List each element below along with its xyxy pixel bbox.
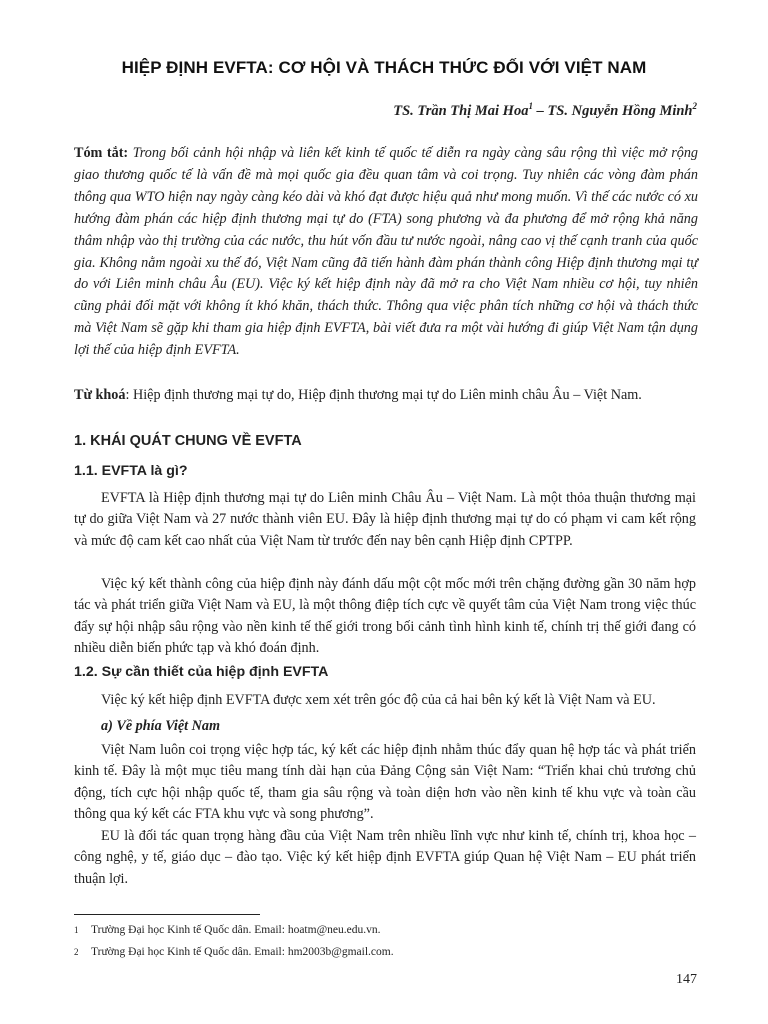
subsection-heading-1-1: 1.1. EVFTA là gì? — [74, 463, 188, 479]
author-separator: – — [532, 102, 548, 119]
footnote-1-text: Trường Đại học Kinh tế Quốc dân. Email: hoatm@neu.edu.vn. — [91, 924, 381, 936]
paragraph-1-2-a: Việc ký kết hiệp định EVFTA được xem xét trên góc độ của cả hai bên ký kết là Việt Nam và EU. — [101, 692, 656, 708]
paragraph-1-2-c: EU là đối tác quan trọng hàng đầu của Việt Nam trên nhiều lĩnh vực như kinh tế, chính trị, khoa học – công nghệ, y tế, giáo dục – đào tạo. Việc ký kết hiệp định EVFTA giúp Quan hệ Việt Nam – EU phát triển thuận lợi. — [74, 828, 696, 887]
paragraph-1-1-a: EVFTA là Hiệp định thương mại tự do Liên minh Châu Âu – Việt Nam. Là một thỏa thuận thương mại tự do giữa Việt Nam và 27 nước thành viên EU. Đây là hiệp định thương mại tự do có phạm vi cam kết rộng và mức độ cam kết cao nhất của Việt Nam từ trước đến nay bên cạnh Hiệp định CPTPP. — [74, 490, 696, 549]
paragraph-1-1-b: Việc ký kết thành công của hiệp định này đánh dấu một cột mốc mới trên chặng đường gần 30 năm hợp tác và phát triển giữa Việt Nam và EU, là một thông điệp tích cực về quyết tâm của Việt Nam trong việc thúc đẩy sự hội nhập sâu rộng vào nền kinh tế thế giới trong bối cảnh tình hình kinh tế, chính trị thế giới đang có nhiều diễn biến phức tạp và khó đoán định. — [74, 576, 696, 656]
abstract-heading: Tóm tắt: — [74, 145, 129, 161]
author-2-footnote-mark: 2 — [692, 101, 697, 111]
abstract — [74, 143, 698, 362]
section-heading-1: 1. KHÁI QUÁT CHUNG VỀ EVFTA — [74, 433, 302, 449]
footnote-2-number: 2 — [74, 947, 79, 957]
footnote-2 — [74, 945, 394, 959]
author-line — [393, 101, 697, 120]
footnote-2-text: Trường Đại học Kinh tế Quốc dân. Email: hm2003b@gmail.com. — [91, 946, 394, 958]
author-2: TS. Nguyễn Hồng Minh — [547, 102, 693, 119]
subsection-heading-1-2: 1.2. Sự cần thiết của hiệp định EVFTA — [74, 664, 329, 680]
paper-title: HIỆP ĐỊNH EVFTA: CƠ HỘI VÀ THÁCH THỨC ĐỐI VỚI VIỆT NAM — [121, 58, 647, 77]
keywords-heading: Từ khoá — [74, 387, 126, 403]
footnote-1-number: 1 — [74, 925, 79, 935]
subsection-heading-a: a) Về phía Việt Nam — [101, 718, 221, 734]
author-1-footnote-mark: 1 — [528, 101, 533, 111]
page-number: 147 — [676, 972, 697, 987]
abstract-text: Trong bối cảnh hội nhập và liên kết kinh tế quốc tế diễn ra ngày càng sâu rộng thì việc mở rộng giao thương quốc tế là vấn đề mà mọi quốc gia đều quan tâm và coi trọng. Tuy nhiên các vòng đàm phán thông qua WTO hiện nay ngày càng kéo dài và khó đạt được hiệu quả như mong muốn. Vì thế các nước có xu hướng đàm phán các hiệp định thương mại tự do (FTA) song phương và đa phương để mở rộng khả năng thâm nhập vào thị trường của các nước, thu hút vốn đầu tư nước ngoài, nâng cao vị thế cạnh tranh của quốc gia. Không nằm ngoài xu thế đó, Việt Nam cũng đã tiến hành đàm phán thành công Hiệp định thương mại tự do với Liên minh châu Âu (EU). Việc ký kết hiệp định này đã mở ra cho Việt Nam nhiều cơ hội, tuy nhiên cũng phải đối mặt với không ít khó khăn, thách thức. Thông qua việc phân tích những cơ hội và thách thức mà Việt Nam sẽ gặp khi tham gia hiệp định EVFTA, bài viết đưa ra một vài hướng đi giúp Việt Nam tận dụng lợi thế của hiệp định EVFTA. — [74, 145, 699, 359]
footnote-divider — [74, 914, 260, 915]
keywords — [74, 385, 698, 405]
author-1: TS. Trần Thị Mai Hoa — [393, 102, 529, 119]
keywords-text: : Hiệp định thương mại tự do, Hiệp định thương mại tự do Liên minh châu Âu – Việt Nam. — [125, 387, 642, 403]
paragraph-1-2-b: Việt Nam luôn coi trọng việc hợp tác, ký kết các hiệp định nhằm thúc đẩy quan hệ hợp tác và phát triển kinh tế. Đây là một mục tiêu mang tính dài hạn của Đảng Cộng sản Việt Nam: “Triển khai chủ trương chủ động, tích cực hội nhập quốc tế, tham gia sâu rộng và toàn diện hơn vào nền kinh tế khu vực và toàn cầu thông qua ký kết các FTA khu vực và song phương”. — [74, 742, 696, 822]
footnote-1 — [74, 923, 381, 937]
